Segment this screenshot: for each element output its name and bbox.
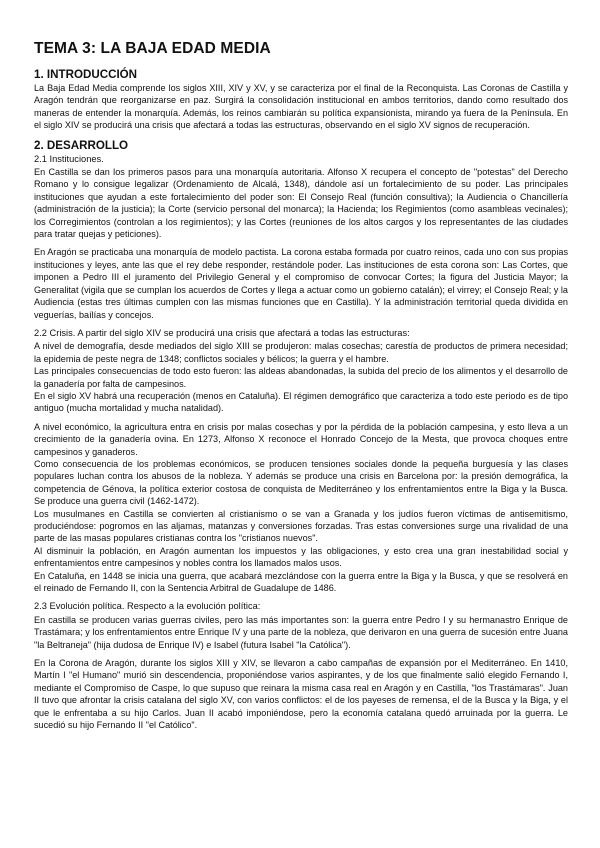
- paragraph: Como consecuencia de los problemas económicos, se producen tensiones sociales donde la pequeña burguesía y las clases populares luchan contra los abusos de la nobleza. Y además se produce una crisis en Barcelona por: la presión demográfica, la competencia de Génova, la política exterior costosa de conquista de Mediterráneo y los enfrentamientos entre la Biga y la Busca. Se produce una guerra civil (1462-1472).: [34, 458, 568, 507]
- section-1-paragraph: La Baja Edad Media comprende los siglos XIII, XIV y XV, y se caracteriza por el final de la Reconquista. Las Coronas de Castilla y Aragón tendrán que reorganizarse en paz. Surgirá la consolidación institucional en ambos territorios, dando como resultado dos maneras de entender la monarquía. Además, los reinos cambiarán su política expansionista, mirando ya fuera de la Península. En el siglo XIV se producirá una crisis que afectará a todas las estructuras, observando en el siglo XV signos de recuperación.: [34, 83, 568, 131]
- paragraph: En Aragón se practicaba una monarquía de modelo pactista. La corona estaba formada por cuatro reinos, cada uno con sus propias instituciones y leyes, ante las que el rey debe responder, restándole poder. Las instituciones de esta corona son: Las Cortes, que imponen a Pedro III el juramento del Privilegio General y el compromiso de convocar Cortes; la figura del Justicia Mayor; la Generalitat (vigila que se cumplan los acuerdos de Cortes y llega a actuar como un gobierno catalán); el virrey; el Consejo Real; y la Audiencia (estas tres últimas cumplen con las mismas funciones que en Castilla). Y la administración territorial queda dividida en veguerías, baílías y concejos.: [34, 247, 568, 320]
- paragraph: Las principales consecuencias de todo esto fueron: las aldeas abandonadas, la subida del precio de los alimentos y el desarrollo de la ganadería por falta de campesinos.: [34, 366, 568, 389]
- paragraph: En el siglo XV habrá una recuperación (menos en Cataluña). El régimen demográfico que caracteriza a todo este periodo es de tipo antiguo (mucha mortalidad y mucha natalidad).: [34, 390, 568, 414]
- paragraph: En la Corona de Aragón, durante los siglos XIII y XIV, se llevaron a cabo campañas de expansión por el Mediterráneo. En 1410, Martín I "el Humano" murió sin descendencia, proponiéndose varios aspirantes, y de los que finalmente salió elegido Fernando I, mediante el Compromiso de Caspe, lo que supuso que reinara la misma casa real en Aragón y en Castilla, "los Trastámaras". Juan II tuvo que afrontar la crisis catalana del siglo XV, con varios conflictos: el de los payeses de remensa, el de la Busca y la Biga, y el que le enfrentaba a su hijo Carlos. Juan II acabó imponiéndose, pero la economía catalana quedó arruinada por la guerra. Le sucedió su hijo Fernando II "el Católico".: [34, 658, 568, 731]
- subsection-2-1-heading: 2.1 Instituciones.: [34, 153, 104, 164]
- document-title: TEMA 3: LA BAJA EDAD MEDIA: [34, 40, 271, 57]
- paragraph: Los musulmanes en Castilla se convierten al cristianismo o se van a Granada y los judíos fueron víctimas de antisemitismo, produciéndose: pogromos en las aljamas, matanzas y conversiones forzadas. Tras estas conversiones surge una rivalidad de una parte de las masas populares cristianas contra los "cristianos nuevos".: [34, 508, 568, 544]
- paragraph: En castilla se producen varias guerras civiles, pero las más importantes son: la guerra entre Pedro I y su hermanastro Enrique de Trastámara; y los enfrentamientos entre Enrique IV y una parte de la nobleza, que derivaron en una guerra de sucesión entre Juana "la Beltraneja" (hija dudosa de Enrique IV) e Isabel (futura Isabel "la Católica").: [34, 614, 568, 650]
- subsection-2-3-heading: 2.3 Evolución política. Respecto a la evolución política:: [34, 601, 261, 612]
- section-2-heading: 2. DESARROLLO: [34, 138, 129, 152]
- paragraph: En Castilla se dan los primeros pasos para una monarquía autoritaria. Alfonso X recupera el concepto de "potestas" del Derecho Romano y lo consigue legalizar (Ordenamiento de Alcalá, 1348), dándole así un fortalecimiento de su poder. Las principales instituciones que ayudan a este fortalecimiento del poder son: El Consejo Real (función consultiva); la Audiencia o Chancillería (administración de la justicia); la Corte (servicio personal del monarca); la Hacienda; los Regimientos (como asambleas vecinales); los Corregimientos (controlan a los regimientos); y las Cortes (reuniones de los altos cargos y los representantes de las ciudades para tratar quejas y peticiones).: [34, 167, 568, 240]
- paragraph: A nivel de demografía, desde mediados del siglo XIII se produjeron: malas cosechas; carestía de productos de primera necesidad; la epidemia de peste negra de 1348; conflictos sociales y bélicos; la guerra y el hambre.: [34, 341, 568, 364]
- paragraph: En Cataluña, en 1448 se inicia una guerra, que acabará mezclándose con la guerra entre la Biga y la Busca, y que se resolverá en el reinado de Fernando II, con la Sentencia Arbitral de Guadalupe de 1486.: [34, 570, 568, 594]
- section-1-heading: 1. INTRODUCCIÓN: [34, 68, 138, 81]
- paragraph: Al disminuir la población, en Aragón aumentan los impuestos y las obligaciones, y esto crea una gran inestabilidad social y enfrentamientos entre campesinos y nobles contra los llamados malos usos.: [34, 545, 568, 569]
- subsection-2-2-heading: 2.2 Crisis. A partir del siglo XIV se producirá una crisis que afectará a todas las estructuras:: [34, 327, 410, 338]
- paragraph: A nivel económico, la agricultura entra en crisis por malas cosechas y por la pérdida de la población campesina, y esto lleva a un crecimiento de la ganadería ovina. En 1273, Alfonso X reconoce el Honrado Concejo de la Mesta, que provoca choques entre campesinos y ganaderos.: [34, 421, 568, 457]
